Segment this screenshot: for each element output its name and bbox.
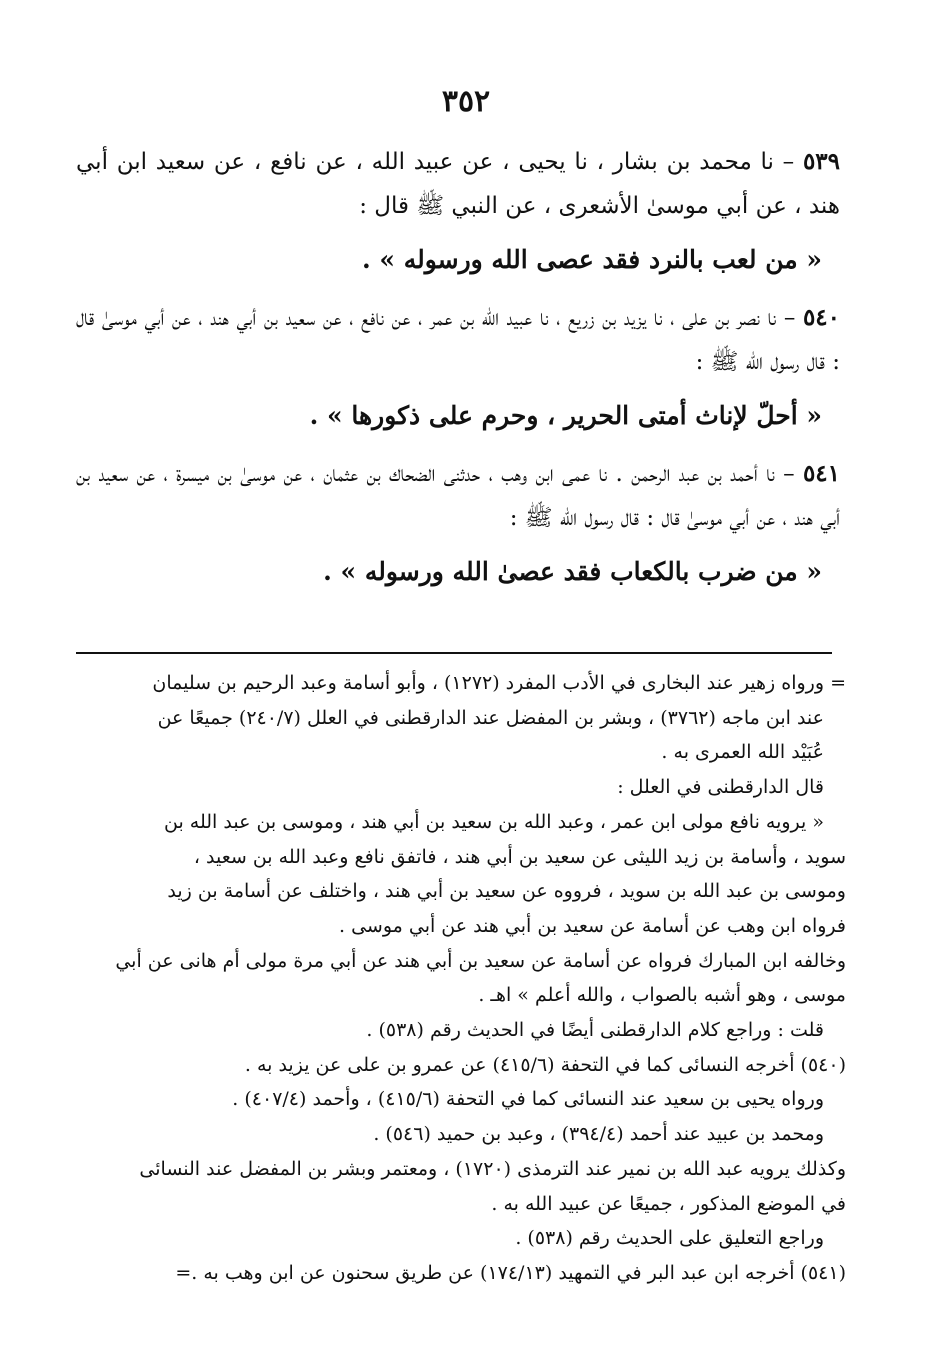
footnote-line: « يرويه نافع مولى ابن عمر ، وعبد الله بن سعيد بن أبي هند ، وموسى بن عبد الله بن: [164, 810, 824, 833]
hadith-number: ٥٣٩: [802, 148, 840, 175]
footnote-line: فرواه ابن وهب عن أسامة عن سعيد بن أبي هند عن أبي موسى .: [339, 914, 846, 937]
isnad-chain: – نا محمد بن بشار ، نا يحيى ، عن عبيد الله ، عن نافع ، عن سعيد ابن أبي هند ، عن أبي موسىٰ الأشعرى ، عن النبي ﷺ قال :: [76, 149, 840, 219]
footnote-line: في الموضع المذكور ، جميعًا عن عبيد الله به .: [491, 1192, 846, 1215]
footnotes: [76, 666, 846, 1291]
footnote-line: وموسى بن عبد الله بن سويد ، فرووه عن سعيد بن أبي هند ، واختلف عن أسامة بن زيد: [167, 880, 846, 903]
main-text: [76, 140, 840, 608]
footnote-line: وكذلك يرويه عبد الله بن نمير عند الترمذى (١٧٢٠) ، ومعتمر وبشر بن المفضل عند النسائى: [139, 1157, 846, 1180]
footnote-line: (٥٤١) أخرجه ابن عبد البر في التمهيد (١٧٤/١٣) عن طريق سحنون عن ابن وهب به .=: [175, 1261, 846, 1284]
footnote-line: سويد ، وأسامة بن زيد الليثى عن سعيد بن أبي هند ، فاتفق نافع وعبد الله بن سعيد ،: [193, 845, 846, 868]
footnote-line: = ورواه زهير عند البخارى في الأدب المفرد (١٢٧٢) ، وأبو أسامة وعبد الرحيم بن سليمان: [152, 672, 846, 694]
hadith-number: ٥٤٠: [802, 304, 840, 331]
isnad-text: [76, 140, 840, 228]
footnote-line: ومحمد بن عبيد عند أحمد (٣٩٤/٤) ، وعبد بن حميد (٥٤٦) .: [373, 1123, 824, 1146]
hadith-matn: « أحلّ لإناث أمتى الحرير ، وحرم على ذكورها » .: [309, 401, 822, 430]
hadith-matn: « من لعب بالنرد فقد عصى الله ورسوله » .: [361, 245, 822, 274]
isnad-chain: – نا نصر بن على ، نا يزيد بن زريع ، نا عبيد الله بن عمر ، عن نافع ، عن سعيد بن أبي هند ، عن أبي موسىٰ قال : قال رسول الله ﷺ :: [76, 305, 840, 375]
hadith-entry-539: [76, 140, 840, 282]
footnote-separator: [76, 652, 832, 654]
footnote-line: عند ابن ماجه (٣٧٦٢) ، وبشر بن المفضل عند الدارقطنى في العلل (٢٤٠/٧) جميعًا عن: [157, 706, 824, 729]
hadith-entry-541: [76, 452, 840, 594]
footnote-line: وخالفه ابن المبارك فرواه عن أسامة عن سعيد بن أبي هند عن أبي مرة مولى أم هانى عن أبي: [115, 949, 846, 972]
hadith-entry-540: [76, 296, 840, 438]
footnote-line: موسى ، وهو أشبه بالصواب ، والله أعلم » اهـ .: [478, 984, 846, 1007]
hadith-number: ٥٤١: [802, 460, 840, 487]
footnote-line: (٥٤٠) أخرجه النسائى كما في التحفة (٤١٥/٦) عن عمرو بن على عن يزيد به .: [244, 1053, 846, 1076]
footnote-line: وراجع التعليق على الحديث رقم (٥٣٨) .: [515, 1227, 824, 1250]
isnad-text: [76, 296, 840, 384]
footnote-line: عُبَيْد الله العمرى به .: [661, 741, 824, 764]
isnad-chain: – نا أحمد بن عبد الرحمن . نا عمى ابن وهب ، حدثنى الضحاك بن عثمان ، عن موسىٰ بن ميسرة ، عن سعيد بن أبي هند ، عن أبي موسىٰ قال : قال رسول الله ﷺ :: [76, 461, 840, 531]
footnote-line: قلت : وراجع كلام الدارقطنى أيضًا في الحديث رقم (٥٣٨) .: [366, 1019, 824, 1042]
page-number: ٣٥٢: [441, 84, 491, 119]
footnote-line: قال الدارقطنى في العلل :: [617, 776, 824, 799]
footnote-line: ورواه يحيى بن سعيد عند النسائى كما في التحفة (٤١٥/٦) ، وأحمد (٤٠٧/٤) .: [232, 1088, 824, 1111]
hadith-matn: « من ضرب بالكعاب فقد عصىٰ الله ورسوله » .: [323, 557, 822, 586]
isnad-text: [76, 452, 840, 540]
